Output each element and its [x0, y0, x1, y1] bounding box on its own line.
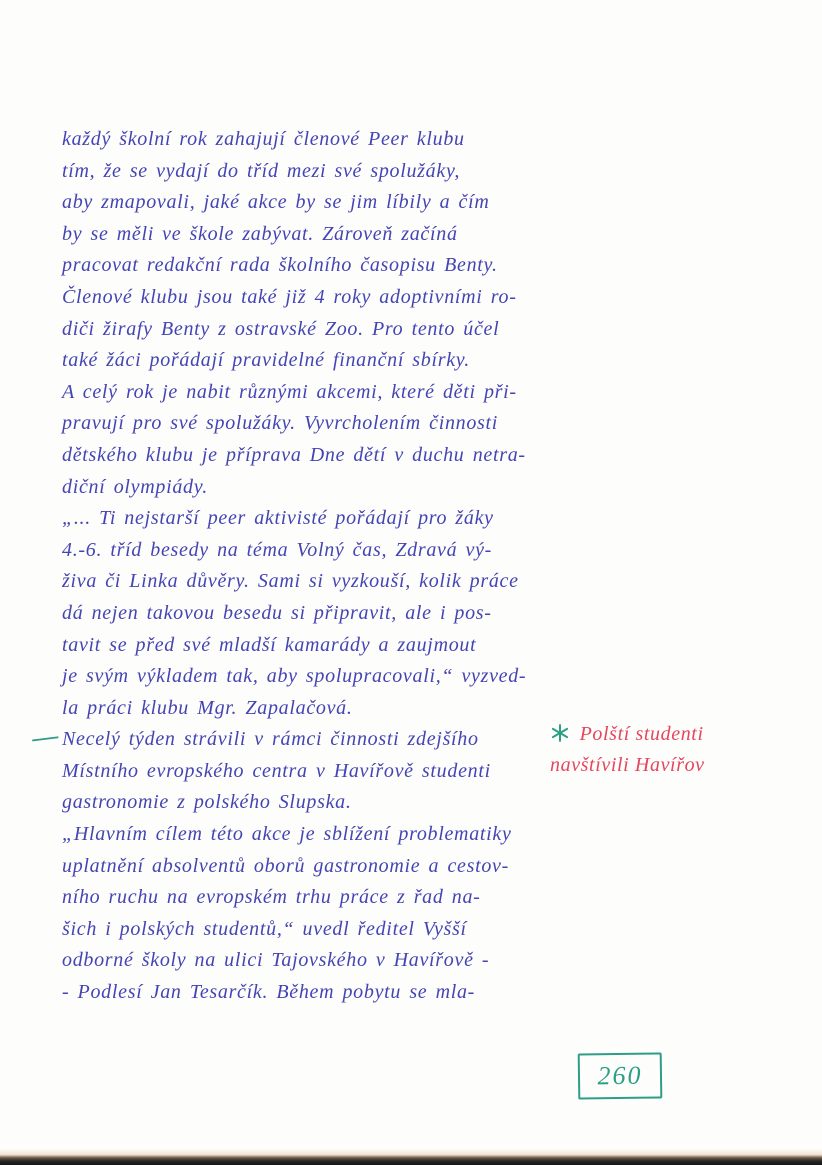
text-line: každý školní rok zahajují členové Peer klubu: [62, 128, 465, 150]
text-line: by se měli ve škole zabývat. Zároveň začíná: [62, 222, 458, 245]
text-line: tavit se před své mladší kamarády a zaujmout: [62, 633, 477, 656]
text-line: živa či Linka důvěry. Sami si vyzkouší, kolik práce: [62, 570, 519, 593]
text-line: také žáci pořádají pravidelné finanční sbírky.: [62, 349, 470, 372]
text-line: tím, že se vydají do tříd mezi své spolužáky,: [62, 159, 461, 182]
asterisk-icon: [550, 723, 570, 743]
text-line: šich i polských studentů,“ uvedl ředitel Vyšší: [62, 917, 467, 940]
page-number: 260: [597, 1060, 643, 1091]
margin-note-row: [550, 719, 800, 750]
page-number-box: [578, 1052, 663, 1099]
text-line: diční olympiády.: [62, 475, 208, 498]
margin-note-line: navštívili Havířov: [550, 754, 705, 776]
text-line: Místního evropského centra v Havířově studenti: [62, 759, 491, 782]
margin-note-row: [550, 750, 800, 781]
text-line: pravují pro své spolužáky. Vyvrcholením činnosti: [62, 412, 499, 435]
text-line: je svým výkladem tak, aby spolupracovali,“ vyzved-: [62, 665, 527, 688]
text-line: Členové klubu jsou také již 4 roky adoptivními ro-: [62, 285, 517, 308]
handwriting-lines: [62, 124, 602, 1009]
text-line: la práci klubu Mgr. Zapalačová.: [62, 696, 353, 719]
text-line: pracovat redakční rada školního časopisu Benty.: [62, 254, 498, 277]
text-line: odborné školy na ulici Tajovského v Havířově -: [62, 949, 490, 972]
text-line: „Hlavním cílem této akce je sblížení problematiky: [62, 823, 512, 846]
text-line: - Podlesí Jan Tesarčík. Během pobytu se mla-: [62, 981, 476, 1004]
margin-note: [550, 719, 800, 781]
text-line: 4.-6. tříd besedy na téma Volný čas, Zdravá vý-: [62, 538, 493, 561]
text-line: dětského klubu je příprava Dne dětí v duchu netra-: [62, 443, 526, 466]
text-line: aby zmapovali, jaké akce by se jim líbily a čím: [62, 191, 490, 214]
text-line: „... Ti nejstarší peer aktivisté pořádají pro žáky: [62, 507, 494, 530]
text-line: diči žirafy Benty z ostravské Zoo. Pro tento účel: [62, 317, 500, 340]
text-line: gastronomie z polského Slupska.: [62, 791, 352, 814]
text-line: ního ruchu na evropském trhu práce z řad na-: [62, 886, 481, 909]
text-line: Necelý týden strávili v rámci činnosti zdejšího: [62, 728, 479, 751]
text-line: uplatnění absolventů oborů gastronomie a cestov-: [62, 854, 509, 877]
text-line: A celý rok je nabit různými akcemi, které děti při-: [62, 380, 517, 403]
scan-edge-strip: [0, 1149, 822, 1165]
text-line: dá nejen takovou besedu si připravit, ale i pos-: [62, 601, 492, 624]
margin-dash-mark: —: [30, 720, 60, 753]
margin-note-line: Polští studenti: [579, 723, 704, 745]
